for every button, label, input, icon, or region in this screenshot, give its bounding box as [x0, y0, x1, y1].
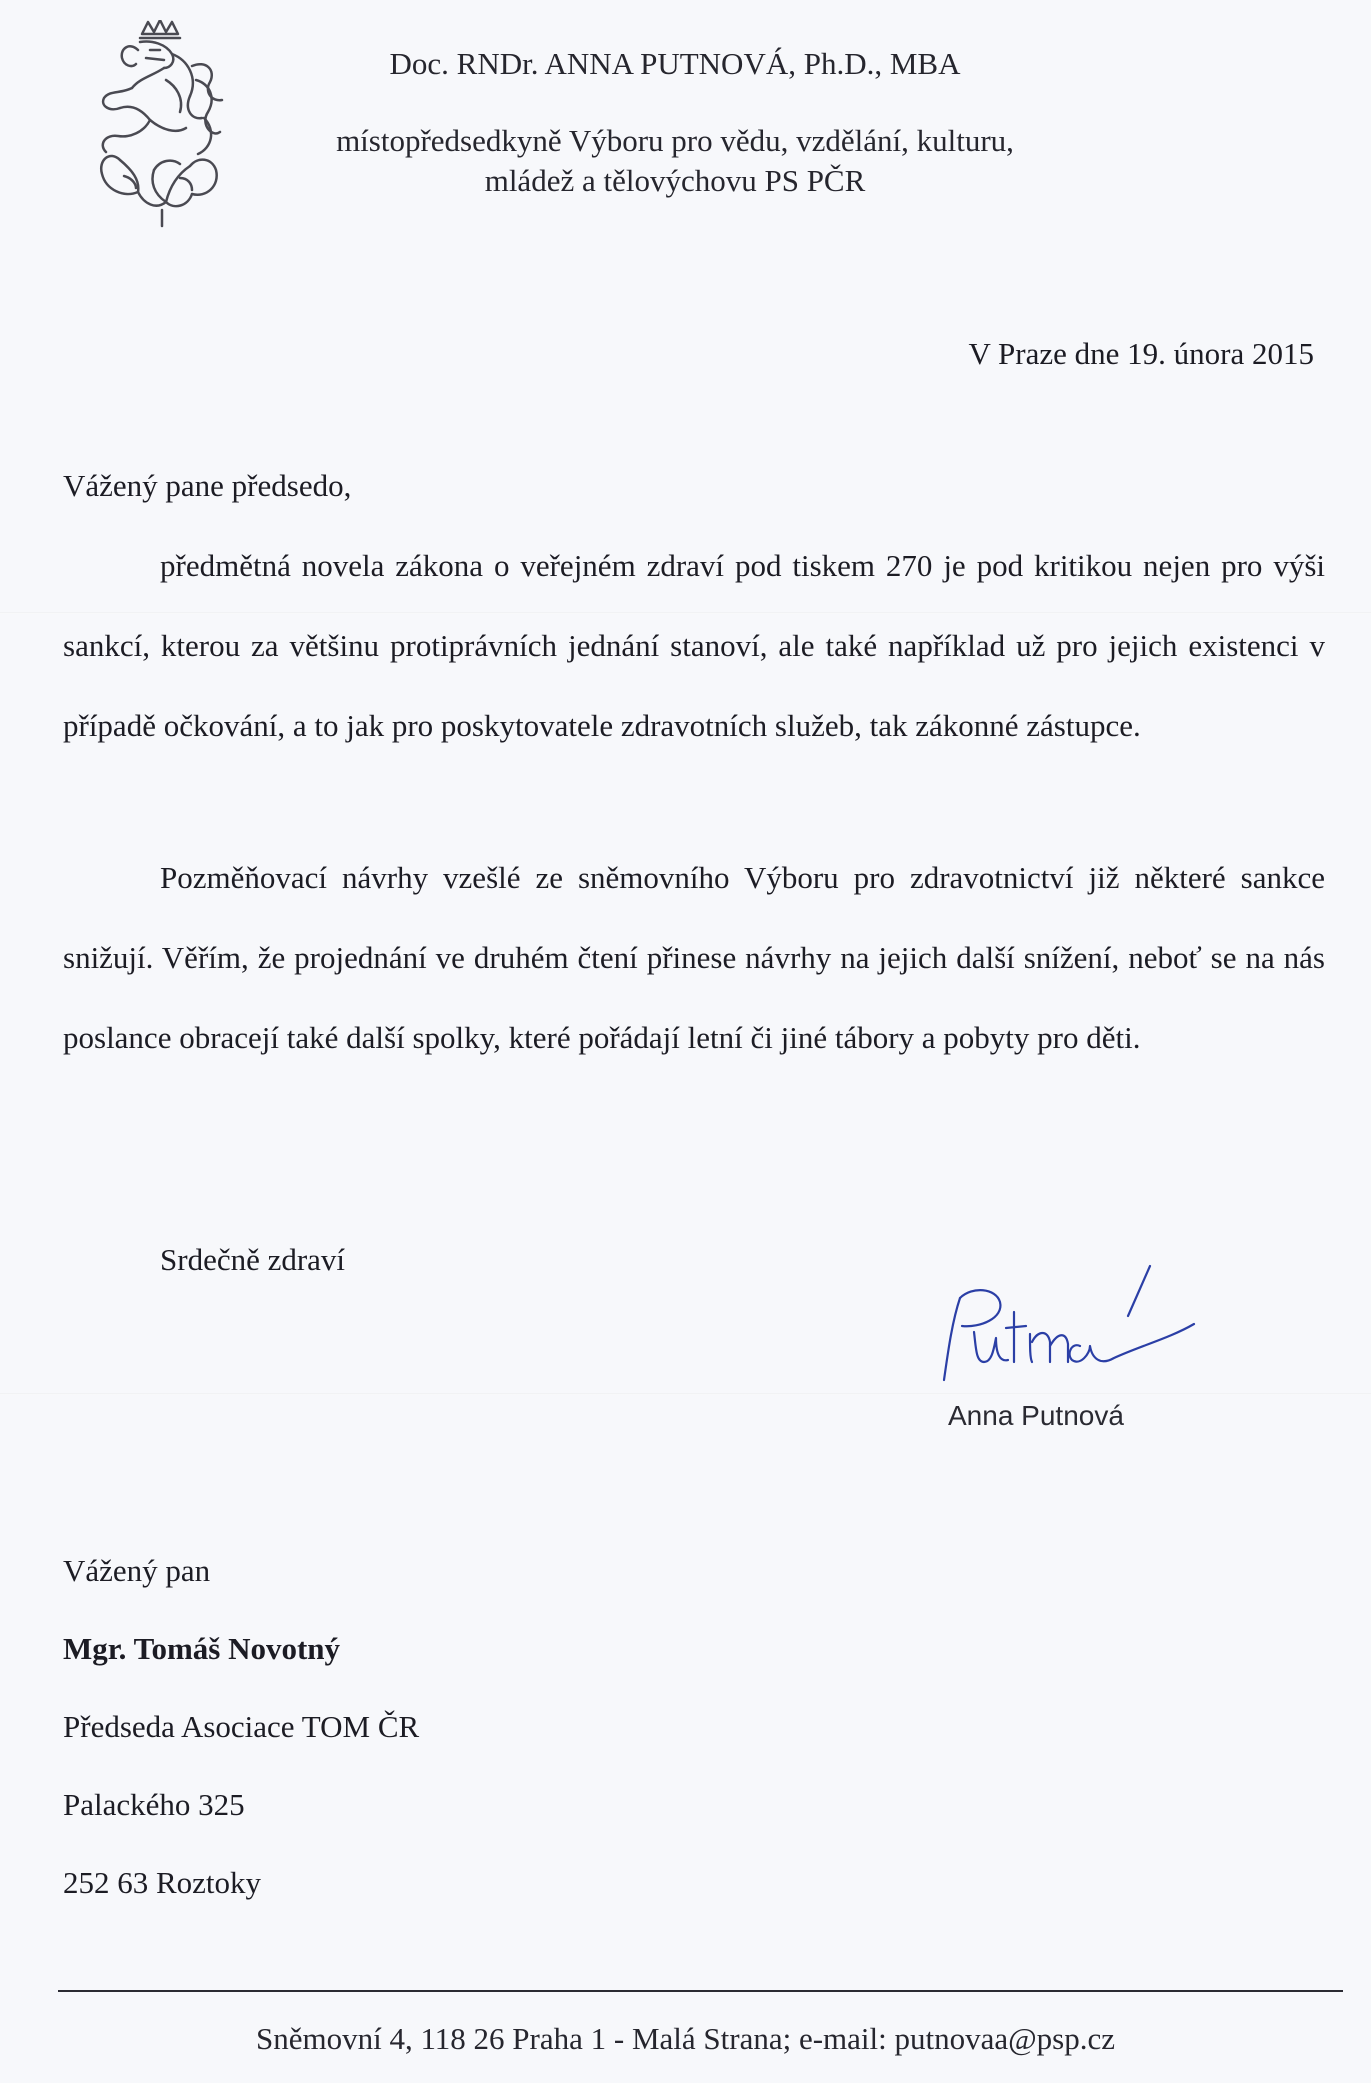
footer-divider [58, 1990, 1343, 1992]
footer-address: Sněmovní 4, 118 26 Praha 1 - Malá Strana; e-mail: putnovaa@psp.cz [255, 2021, 1116, 2056]
czech-lion-emblem-icon [80, 20, 230, 230]
sender-name: Doc. RNDr. ANNA PUTNOVÁ, Ph.D., MBA [389, 46, 961, 81]
body-paragraph-2 [63, 838, 1325, 1078]
salutation: Vážený pane předsedo, [63, 468, 352, 503]
sender-role-line1: místopředsedkyně Výboru pro vědu, vzdělání, kulturu, [336, 123, 1014, 158]
recipient-title: Předseda Asociace TOM ČR [63, 1709, 420, 1744]
recipient-street: Palackého 325 [63, 1787, 245, 1822]
recipient-city: 252 63 Roztoky [63, 1865, 262, 1900]
sender-role-line2: mládež a tělovýchovu PS PČR [484, 163, 866, 198]
signer-name: Anna Putnová [948, 1400, 1124, 1431]
body-paragraph-1-text: předmětná novela zákona o veřejném zdraví pod tiskem 270 je pod kritikou nejen pro výši sankcí, kterou za většinu protiprávních jednání stanoví, ale také například už pro jejich existenci v případě očkování, a to jak pro poskytovatele zdravotních služeb, tak zákonné zástupce. [63, 548, 1325, 743]
body-paragraph-1 [63, 526, 1325, 766]
body-paragraph-2-text: Pozměňovací návrhy vzešlé ze sněmovního Výboru pro zdravotnictví již některé sankce snižují. Věřím, že projednání ve druhém čtení přinese návrhy na jejich další snížení, neboť se na nás poslance obracejí také další spolky, které pořádají letní či jiné tábory a pobyty pro děti. [63, 860, 1325, 1055]
handwritten-signature [930, 1262, 1220, 1392]
recipient-greeting: Vážený pan [63, 1553, 211, 1588]
closing: Srdečně zdraví [160, 1242, 346, 1277]
paper-fold [0, 1393, 1371, 1395]
recipient-name: Mgr. Tomáš Novotný [63, 1631, 341, 1666]
letter-date: V Praze dne 19. února 2015 [968, 336, 1314, 371]
